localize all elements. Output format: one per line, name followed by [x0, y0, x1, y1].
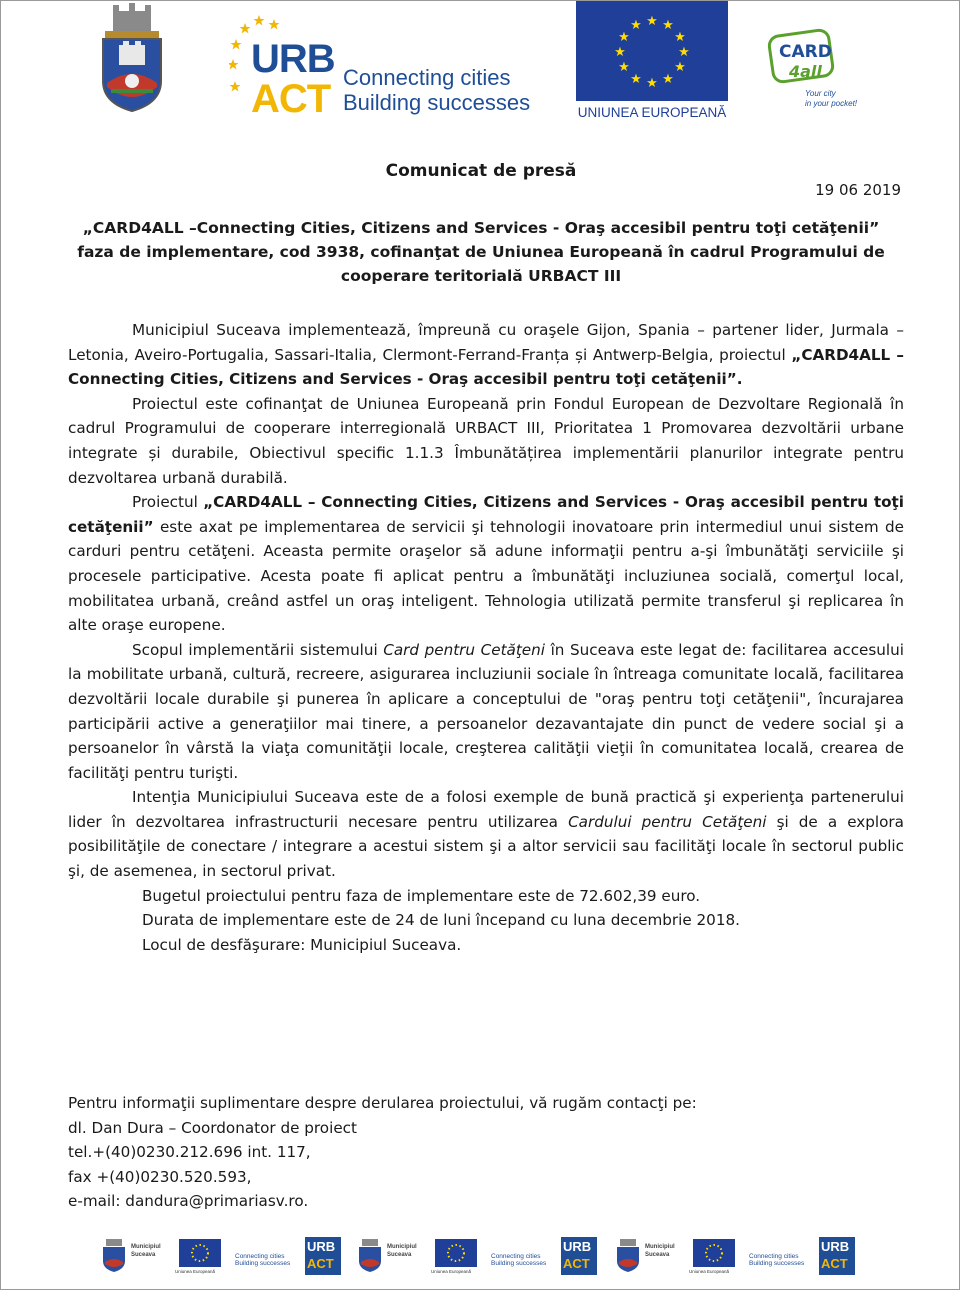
paragraph-intention-lead: Intenţia Municipiului Suceava este de a folosi exemple de bună practică şi experienţa partenerului lider în dezvoltarea infrastructurii necesare pentru utilizarea — [68, 788, 904, 831]
contact-fax: fax +(40)0230.520.593, — [68, 1167, 252, 1186]
document-date: 19 06 2019 — [815, 181, 901, 199]
footer-municipiu-line1: Municipiul — [645, 1244, 675, 1250]
svg-text:CARD: CARD — [779, 42, 832, 62]
paragraph-scope-lead: Scopul implementării sistemului — [132, 640, 384, 659]
paragraph-partners — [68, 318, 904, 392]
press-release-body — [68, 318, 904, 957]
svg-text:★: ★ — [646, 14, 658, 29]
urbact-icon — [561, 1237, 597, 1275]
footer-urb-text: URB — [821, 1239, 850, 1254]
svg-text:★: ★ — [674, 30, 686, 45]
svg-text:★: ★ — [662, 72, 674, 87]
svg-text:★: ★ — [630, 72, 642, 87]
project-name-bold: „CARD4ALL – Connecting Cities, Citizens and Services - Oraş accesibil pentru toţi cetăţenii” — [68, 493, 905, 536]
footer-eu-caption: Uniunea Europeană — [431, 1269, 472, 1274]
contact-phone: tel.+(40)0230.212.696 int. 117, — [68, 1143, 311, 1161]
paragraph-location: Locul de desfăşurare: Municipiul Suceava. — [142, 935, 462, 954]
footer-eu-caption: Uniunea Europeană — [689, 1269, 730, 1274]
project-name-bold: „CARD4ALL – Connecting Cities, Citizens and Services - Oraş accesibil pentru toţi cetăţenii”. — [68, 345, 904, 389]
footer-urb-text: URB — [307, 1239, 336, 1254]
footer-urb-text: URB — [563, 1239, 592, 1254]
eu-flag-icon — [576, 1, 728, 101]
urbact-icon — [305, 1237, 341, 1275]
footer-municipiu-label — [645, 1243, 675, 1259]
svg-text:★: ★ — [662, 18, 674, 33]
urbact-act-text: ACT — [251, 77, 331, 121]
paragraph-funding: Proiectul este cofinanţat de Uniunea Europeană prin Fondul European de Dezvoltare Regională în cadrul Programului de cooperare interregională URBACT III, Prioritatea 1 Promovarea dezvoltării urbane integrate și durabile, Obiectivul specific 1.1.3 Îmbunătățirea implementării planurilor integrate pentru dezvoltarea urbană durabilă. — [68, 394, 904, 487]
footer-act-text: ACT — [563, 1256, 590, 1271]
footer-logo-group — [355, 1233, 611, 1279]
footer-eu-caption: Uniunea Europeană — [175, 1269, 216, 1274]
paragraph-budget: Bugetul proiectului pentru faza de implementare este de 72.602,39 euro. — [142, 886, 701, 905]
footer-municipiu-label — [387, 1243, 417, 1259]
contact-intro: Pentru informaţii suplimentare despre derularea proiectului, vă rugăm contacţi pe: — [68, 1094, 697, 1112]
crest-icon — [101, 1237, 127, 1273]
footer-cc-line2: Building successes — [491, 1260, 547, 1267]
heading-line-2: faza de implementare, cod 3938, cofinanţat de Uniunea Europeană în cadrul Programului de — [77, 243, 885, 261]
svg-text:★: ★ — [678, 45, 690, 60]
document-title: Comunicat de presă — [385, 161, 577, 181]
urbact-logo — [229, 13, 539, 123]
svg-text:★: ★ — [614, 45, 626, 60]
footer-cc-line1: Connecting cities — [491, 1253, 541, 1260]
card-name-italic: Card pentru Cetăţeni — [383, 640, 545, 659]
paragraph-intention — [68, 785, 904, 883]
paragraph-project-description — [68, 490, 904, 638]
footer-urbact-tagline — [491, 1253, 546, 1267]
heading-line-1: „CARD4ALL –Connecting Cities, Citizens and Services - Oraş accesibil pentru toţi cetăţenii” — [82, 219, 880, 237]
contact-name: dl. Dan Dura – Coordonator de proiect — [68, 1118, 357, 1137]
footer-urbact-tagline — [235, 1253, 290, 1267]
paragraph-scope — [68, 638, 904, 786]
paragraph-duration: Durata de implementare este de 24 de luni începand cu luna decembrie 2018. — [142, 911, 740, 930]
footer-logo-strip — [99, 1233, 869, 1279]
footer-municipiu-line1: Municipiul — [131, 1244, 161, 1250]
card4all-logo — [765, 27, 869, 113]
urbact-icon — [819, 1237, 855, 1275]
svg-text:★: ★ — [618, 60, 630, 75]
urbact-tagline-1: Connecting cities — [343, 65, 511, 90]
footer-cc-line1: Connecting cities — [749, 1253, 799, 1260]
footer-cc-line2: Building successes — [749, 1260, 805, 1267]
footer-urbact-tagline — [749, 1253, 804, 1267]
footer-municipiu-line1: Municipiul — [387, 1244, 417, 1250]
project-heading — [71, 216, 891, 288]
crest-icon — [357, 1237, 383, 1273]
contact-block — [68, 1091, 697, 1214]
eu-caption: UNIUNEA EUROPEANĂ — [577, 105, 727, 120]
svg-text:4all: 4all — [789, 62, 822, 81]
svg-text:★: ★ — [674, 60, 686, 75]
urbact-urb-text: URB — [251, 37, 335, 81]
paragraph-scope-text: în Suceava este legat de: facilitarea accesului la mobilitate urbană, cultură, recreere, asigurarea incluziunii sociale în întreaga comunitate locală, facilitarea dezvoltării locale durabile şi punerea în aplicare a conceptului de "oraş pentru toţi cetăţenii", încurajarea participării active a generaţiilor mai tinere, a persoanelor dezavantajate din punct de vedere social şi a persoanelor în vârstă la viaţa comunităţii locale, creşterea calităţii vieţii în comunitatea locală, crearea de facilităţi pentru turişti. — [68, 640, 904, 782]
footer-municipiu-label — [131, 1243, 161, 1259]
footer-cc-line2: Building successes — [235, 1260, 291, 1267]
svg-text:★: ★ — [618, 30, 630, 45]
suceava-crest-logo — [99, 3, 165, 113]
footer-logo-group — [613, 1233, 869, 1279]
contact-email: e-mail: dandura@primariasv.ro. — [68, 1192, 309, 1210]
footer-municipiu-line2: Suceava — [131, 1252, 156, 1258]
paragraph-partners-text: Municipiul Suceava implementează, împreună cu oraşele Gijon, Spania – partener lider, Jurmala – Letonia, Aveiro-Portugalia, Sassari-Italia, Clermont-Ferrand-Franța și Antwerp-Belgia, proiectul — [68, 321, 904, 364]
footer-municipiu-line2: Suceava — [387, 1252, 412, 1258]
svg-text:★: ★ — [646, 76, 658, 91]
eu-flag-icon — [435, 1239, 477, 1267]
footer-cc-line1: Connecting cities — [235, 1253, 285, 1260]
footer-municipiu-line2: Suceava — [645, 1252, 670, 1258]
card4all-tagline-2: in your pocket! — [805, 99, 858, 108]
paragraph-intention-text: şi de a explora posibilităţile de conectare / integrare a acestui sistem şi a altor servicii sau facilităţi locale în sectorul public şi, de asemenea, in sectorul privat. — [68, 812, 904, 881]
eu-flag-icon — [693, 1239, 735, 1267]
urbact-tagline-2: Building successes — [343, 90, 531, 115]
heading-line-3: cooperare teritorială URBACT III — [340, 267, 622, 285]
card-name-italic: Cardului pentru Cetăţeni — [568, 812, 767, 831]
card4all-mark-icon — [765, 27, 869, 87]
footer-logo-group — [99, 1233, 355, 1279]
eu-logo — [576, 1, 728, 125]
crest-icon — [615, 1237, 641, 1273]
footer-act-text: ACT — [821, 1256, 848, 1271]
eu-flag-icon — [179, 1239, 221, 1267]
paragraph-description-lead: Proiectul — [132, 493, 204, 512]
paragraph-description-text: este axat pe implementarea de servicii şi tehnologii inovatoare prin intermediul unui sistem de carduri pentru cetăţeni. Aceasta permite oraşelor să adune informaţii pentru a-şi îmbunătăţi serviciile şi procesele participative. Acesta poate fi aplicat pentru a îmbunătăţi incluziunea socială, comerţul local, mobilitatea urbană, creând astfel un oraş inteligent. Tehnologia utilizată permite transferul şi replicarea în alte oraşe europene. — [68, 517, 904, 635]
footer-act-text: ACT — [307, 1256, 334, 1271]
card4all-tagline-1: Your city — [805, 89, 836, 98]
svg-text:★: ★ — [630, 18, 642, 33]
